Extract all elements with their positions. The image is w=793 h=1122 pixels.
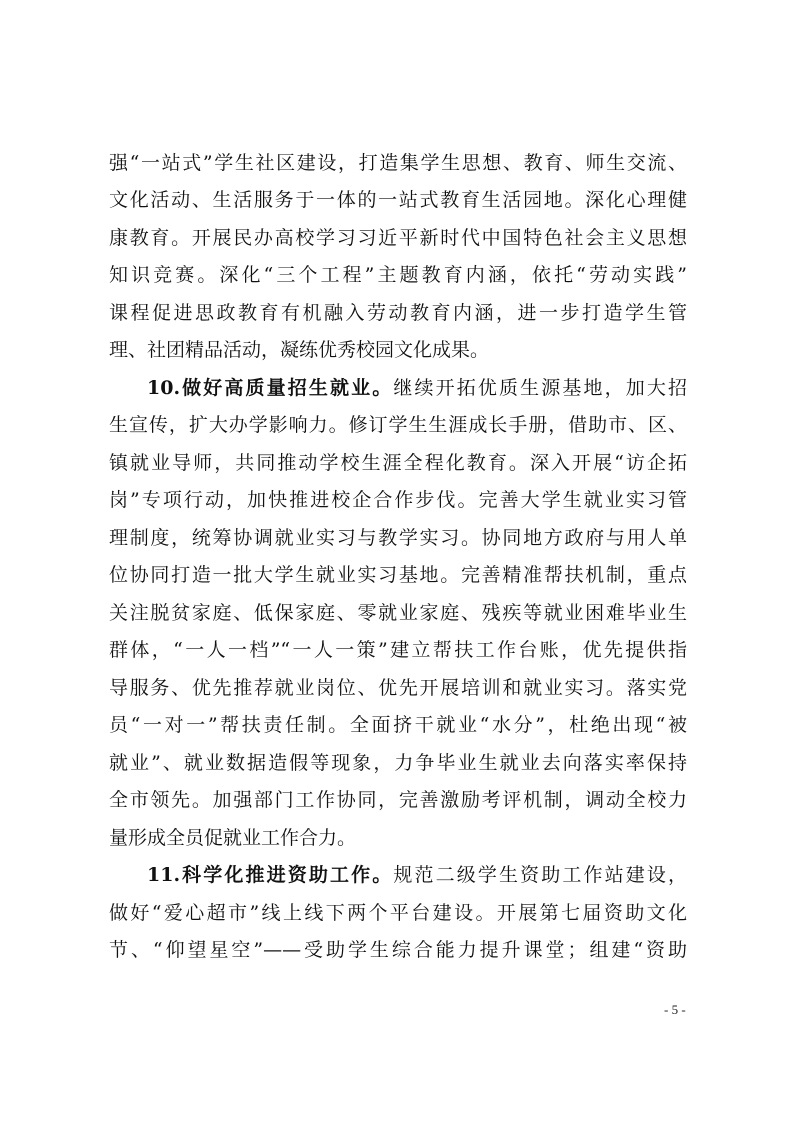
paragraph-line: 导服务、优先推荐就业岗位、优先开展培训和就业实习。落实党 — [109, 677, 687, 699]
paragraph-line: 生宣传，扩大办学影响力。修订学生生涯成长手册，借助市、区、 — [109, 414, 687, 436]
paragraph-line: 岗”专项行动，加快推进校企合作步伐。完善大学生就业实习管 — [109, 489, 687, 511]
section-heading: 11.科学化推进资助工作。 — [147, 864, 394, 886]
section-first-line — [147, 863, 687, 887]
page-number: - 5 - — [664, 1002, 686, 1017]
paragraph-line: 员“一对一”帮扶责任制。全面挤干就业“水分”，杜绝出现“被 — [109, 714, 687, 736]
paragraph-line: 康教育。开展民办高校学习习近平新时代中国特色社会主义思想 — [109, 227, 687, 249]
paragraph-line: 位协同打造一批大学生就业实习基地。完善精准帮扶机制，重点 — [109, 564, 687, 586]
paragraph-line: 就业”、就业数据造假等现象，力争毕业生就业去向落实率保持 — [109, 752, 687, 774]
paragraph-text: 继续开拓优质生源基地，加大招 — [393, 377, 687, 399]
paragraph-line: 文化活动、生活服务于一体的一站式教育生活园地。深化心理健 — [109, 189, 687, 211]
paragraph-line: 做好“爱心超市”线上线下两个平台建设。开展第七届资助文化 — [109, 902, 687, 924]
section-first-line — [147, 376, 687, 400]
paragraph-line: 群体，“一人一档”“一人一策”建立帮扶工作台账，优先提供指 — [109, 639, 687, 661]
paragraph-text: 规范二级学生资助工作站建设， — [393, 864, 687, 886]
paragraph-line: 理制度，统筹协调就业实习与教学实习。协同地方政府与用人单 — [109, 527, 687, 549]
paragraph-line: 全市领先。加强部门工作协同，完善激励考评机制，调动全校力 — [109, 789, 687, 811]
section-heading: 10.做好高质量招生就业。 — [147, 377, 394, 399]
paragraph-line: 强“一站式”学生社区建设，打造集学生思想、教育、师生交流、 — [109, 152, 687, 174]
paragraph-line: 节、“仰望星空”——受助学生综合能力提升课堂；组建“资助 — [109, 939, 687, 961]
paragraph-line: 课程促进思政教育有机融入劳动教育内涵，进一步打造学生管 — [109, 302, 687, 324]
paragraph-line: 关注脱贫家庭、低保家庭、零就业家庭、残疾等就业困难毕业生 — [109, 602, 687, 624]
paragraph-line: 理、社团精品活动，凝练优秀校园文化成果。 — [109, 339, 490, 361]
paragraph-line: 量形成全员促就业工作合力。 — [109, 827, 357, 849]
paragraph-line: 镇就业导师，共同推动学校生涯全程化教育。深入开展“访企拓 — [109, 452, 687, 474]
paragraph-line: 知识竞赛。深化“三个工程”主题教育内涵，依托“劳动实践” — [109, 264, 687, 286]
